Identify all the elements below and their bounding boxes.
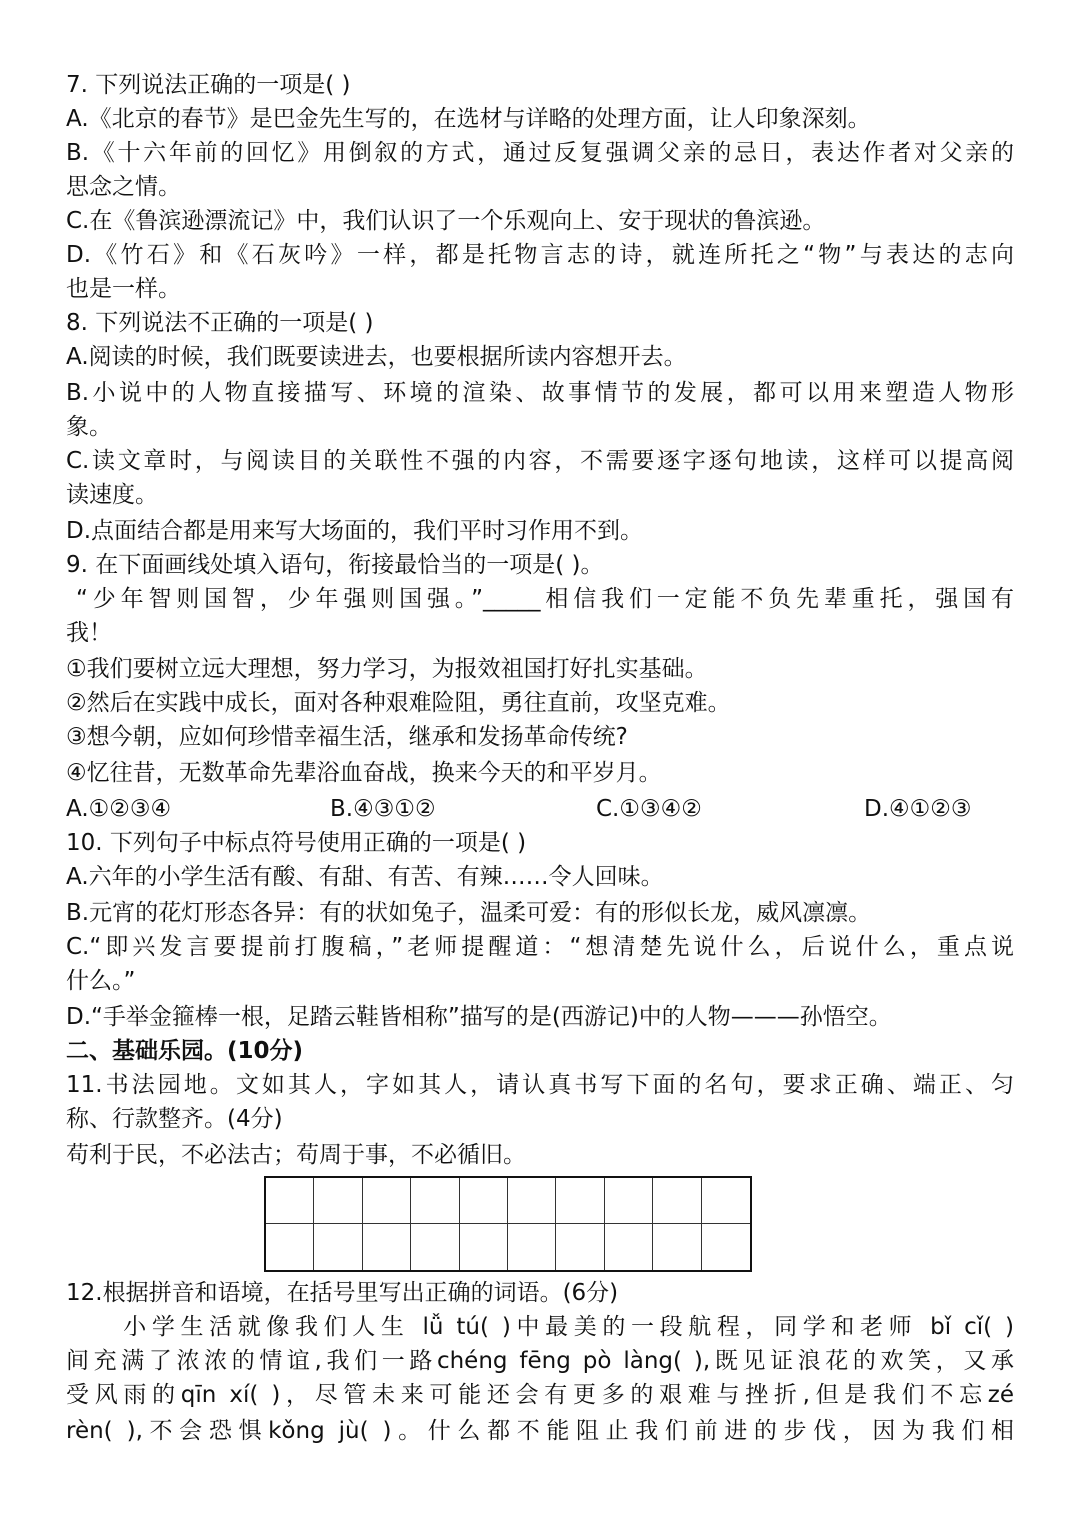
grid-cell[interactable] xyxy=(605,1178,653,1224)
q11-quote: 苟利于民，不必法古；苟周于事，不必循旧。 xyxy=(66,1142,526,1168)
q9-quote: “少年智则国智，少年强则国强。”_____相信我们一定能不负先辈重托，强国有 xyxy=(76,586,1014,612)
grid-cell[interactable] xyxy=(314,1224,362,1270)
q7-option-a: A.《北京的春节》是巴金先生写的，在选材与详略的处理方面，让人印象深刻。 xyxy=(66,106,871,132)
grid-cell[interactable] xyxy=(266,1178,314,1224)
q12-paragraph-line-2: 间充满了浓浓的情谊,我们一路chéng fēng pò làng( ),既见证浪花的欢笑，又承 xyxy=(66,1348,1014,1374)
grid-cell[interactable] xyxy=(702,1178,750,1224)
q7-option-c: C.在《鲁滨逊漂流记》中，我们认识了一个乐观向上、安于现状的鲁滨逊。 xyxy=(66,208,826,234)
grid-cell[interactable] xyxy=(411,1224,459,1270)
q9-sentence-2: ②然后在实践中成长，面对各种艰难险阻，勇往直前，攻坚克难。 xyxy=(66,690,731,716)
grid-cell[interactable] xyxy=(605,1224,653,1270)
q12-stem: 12.根据拼音和语境，在括号里写出正确的词语。(6分) xyxy=(66,1280,619,1306)
q9-option-b: B.④③①② xyxy=(330,796,436,822)
grid-cell[interactable] xyxy=(508,1224,556,1270)
q12-paragraph-line-3: 受风雨的qīn xí( )，尽管未来可能还会有更多的艰难与挫折,但是我们不忘zé xyxy=(66,1382,1014,1408)
q8-option-b: B.小说中的人物直接描写、环境的渲染、故事情节的发展，都可以用来塑造人物形 xyxy=(66,380,1014,406)
section-2-title: 二、基础乐园。(10分) xyxy=(66,1038,304,1064)
q11-stem-cont: 称、行款整齐。(4分) xyxy=(66,1106,283,1132)
grid-cell[interactable] xyxy=(556,1224,604,1270)
grid-cell[interactable] xyxy=(314,1178,362,1224)
grid-cell[interactable] xyxy=(411,1178,459,1224)
q10-option-a: A.六年的小学生活有酸、有甜、有苦、有辣……令人回味。 xyxy=(66,864,664,890)
q10-option-c: C.“即兴发言要提前打腹稿，”老师提醒道：“想清楚先说什么，后说什么，重点说 xyxy=(66,934,1014,960)
grid-cell[interactable] xyxy=(460,1224,508,1270)
q9-sentence-1: ①我们要树立远大理想，努力学习，为报效祖国打好扎实基础。 xyxy=(66,656,708,682)
q8-stem: 8. 下列说法不正确的一项是( ) xyxy=(66,310,374,336)
grid-cell[interactable] xyxy=(556,1178,604,1224)
q9-stem: 9. 在下面画线处填入语句，衔接最恰当的一项是( )。 xyxy=(66,552,604,578)
q10-option-d: D.“手举金箍棒一根，足踏云鞋皆相称”描写的是(西游记)中的人物———孙悟空。 xyxy=(66,1004,892,1030)
q8-option-a: A.阅读的时候，我们既要读进去，也要根据所读内容想开去。 xyxy=(66,344,687,370)
q10-stem: 10. 下列句子中标点符号使用正确的一项是( ) xyxy=(66,830,527,856)
q9-option-c: C.①③④② xyxy=(596,796,702,822)
q9-option-a: A.①②③④ xyxy=(66,796,172,822)
writing-grid[interactable] xyxy=(264,1176,752,1272)
grid-cell[interactable] xyxy=(653,1178,701,1224)
q7-option-d: D.《竹石》和《石灰吟》一样，都是托物言志的诗，就连所托之“物”与表达的志向 xyxy=(66,242,1014,268)
grid-cell[interactable] xyxy=(653,1224,701,1270)
grid-cell[interactable] xyxy=(460,1178,508,1224)
q7-stem: 7. 下列说法正确的一项是( ) xyxy=(66,72,351,98)
q8-option-b-cont: 象。 xyxy=(66,414,112,440)
q7-option-b: B.《十六年前的回忆》用倒叙的方式，通过反复强调父亲的忌日，表达作者对父亲的 xyxy=(66,140,1014,166)
q7-option-b-cont: 思念之情。 xyxy=(66,174,181,200)
q9-quote-cont: 我！ xyxy=(66,620,112,646)
q7-option-d-cont: 也是一样。 xyxy=(66,276,181,302)
q10-option-c-cont: 什么。” xyxy=(66,968,136,994)
grid-cell[interactable] xyxy=(702,1224,750,1270)
q8-option-c-cont: 读速度。 xyxy=(66,482,158,508)
grid-cell[interactable] xyxy=(508,1178,556,1224)
grid-cell[interactable] xyxy=(363,1224,411,1270)
q8-option-d: D.点面结合都是用来写大场面的，我们平时习作用不到。 xyxy=(66,518,644,544)
q11-stem: 11.书法园地。文如其人，字如其人，请认真书写下面的名句，要求正确、端正、匀 xyxy=(66,1072,1014,1098)
q9-sentence-3: ③想今朝，应如何珍惜幸福生活，继承和发扬革命传统? xyxy=(66,724,628,750)
q12-paragraph-line-1: 小学生活就像我们人生 lǚ tú( )中最美的一段航程，同学和老师 bǐ cǐ( ) xyxy=(66,1314,1014,1340)
q10-option-b: B.元宵的花灯形态各异：有的状如兔子，温柔可爱：有的形似长龙，威风凛凛。 xyxy=(66,900,872,926)
q12-paragraph-line-4: rèn( ),不会恐惧kǒng jù( )。什么都不能阻止我们前进的步伐，因为我们相 xyxy=(66,1418,1014,1444)
q8-option-c: C.读文章时，与阅读目的关联性不强的内容，不需要逐字逐句地读，这样可以提高阅 xyxy=(66,448,1014,474)
q9-sentence-4: ④忆往昔，无数革命先辈浴血奋战，换来今天的和平岁月。 xyxy=(66,760,662,786)
grid-cell[interactable] xyxy=(266,1224,314,1270)
q9-options xyxy=(66,792,1014,826)
q9-option-d: D.④①②③ xyxy=(864,796,972,822)
grid-cell[interactable] xyxy=(363,1178,411,1224)
